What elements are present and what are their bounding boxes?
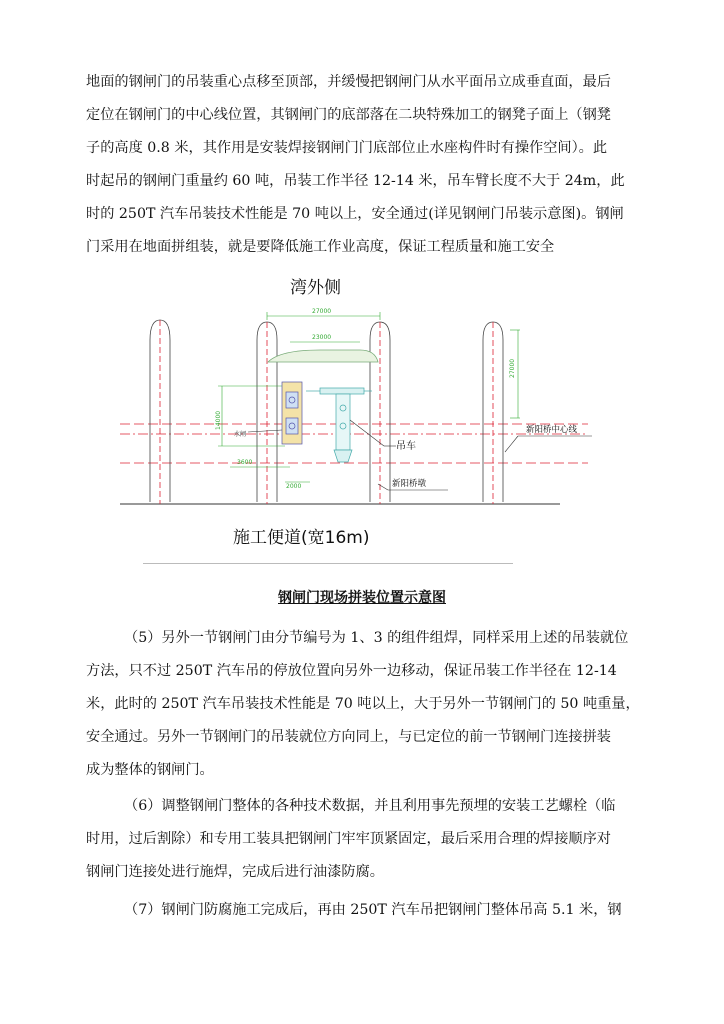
figure-title-bottom: 施工便道(宽16m) [233,528,370,548]
dim-right: 27000 [509,358,516,378]
text-line: 定位在钢闸门的中心线位置，其钢闸门的底部落在二块特殊加工的钢凳子面上（钢凳 [86,107,611,123]
pier-2 [257,322,277,504]
text-line: （6）调整钢闸门整体的各种技术数据，并且利用事先预埋的安装工艺螺栓（临 [124,798,616,814]
centerline-leader [505,436,518,452]
dim-left: 14000 [215,410,222,430]
pier-1 [150,320,170,504]
label-pier: 新阳桥墩 [392,479,427,489]
pier-leader [378,484,388,490]
dim-bottom-2: 2000 [286,483,302,490]
crane [306,388,372,462]
pier-3 [370,322,390,504]
text-line: 成为整体的钢闸门。 [86,762,214,778]
text-line: （5）另外一节钢闸门由分节编号为 1、3 的组件组焊，同样采用上述的吊装就位 [124,630,629,646]
text-line: 时起吊的钢闸门重量约 60 吨，吊装工作半径 12-14 米，吊车臂长度不大于 24m，此 [86,173,625,189]
text-line: （7）钢闸门防腐施工完成后，再由 250T 汽车吊把钢闸门整体吊高 5.1 米，钢 [124,902,622,918]
figure-caption: 钢闸门现场拼装位置示意图 [278,590,446,606]
paragraph-6 [86,790,648,889]
paragraph-5 [86,622,648,787]
paragraph-7 [86,894,648,927]
text-line: 门采用在地面拼组装，就是要降低施工作业高度，保证工程质量和施工安全 [86,239,555,255]
text-line: 子的高度 0.8 米，其作用是安装焊接钢闸门门底部位止水座构件时有操作空间）。此 [86,140,608,156]
text-line: 米，此时的 250T 汽车吊装技术性能是 70 吨以上，大于另外一节钢闸门的 50 吨重量， [86,696,640,712]
text-line: 地面的钢闸门的吊装重心点移至顶部，并缓慢把钢闸门从水平面吊立成垂直面，最后 [86,74,611,90]
bottom-dimensions [230,467,310,482]
text-line: 时的 250T 汽车吊装技术性能是 70 吨以上，安全通过(详见钢闸门吊装示意图)。钢闸 [86,206,624,222]
gate-assembly-diagram [120,300,600,522]
text-line: 钢闸门连接处进行施焊，完成后进行油漆防腐。 [86,864,384,880]
dim-top-1: 27000 [312,308,332,315]
text-line: 安全通过。另外一节钢闸门的吊装就位方向同上，与已定位的前一节钢闸门连接拼装 [86,729,611,745]
paragraph-intro [86,66,648,264]
text-line: 时用，过后割除）和专用工装具把钢闸门牢牢顶紧固定，最后采用合理的焊接顺序对 [86,831,611,847]
divider [143,563,513,564]
gate-beam [268,350,378,362]
pier-4 [483,322,503,504]
text-line: 方法，只不过 250T 汽车吊的停放位置向另外一边移动，保证吊装工作半径在 12-14 [86,663,617,679]
label-crane: 吊车 [396,441,416,452]
label-centerline: 新阳桥中心线 [526,425,578,435]
steel-gate [282,382,302,444]
dim-top-2: 23000 [312,334,332,341]
figure-title-top: 湾外侧 [290,278,341,298]
label-water-gate: 水闸 [234,431,247,438]
dim-bottom-1: 3600 [237,459,253,466]
left-dimension [218,386,285,446]
